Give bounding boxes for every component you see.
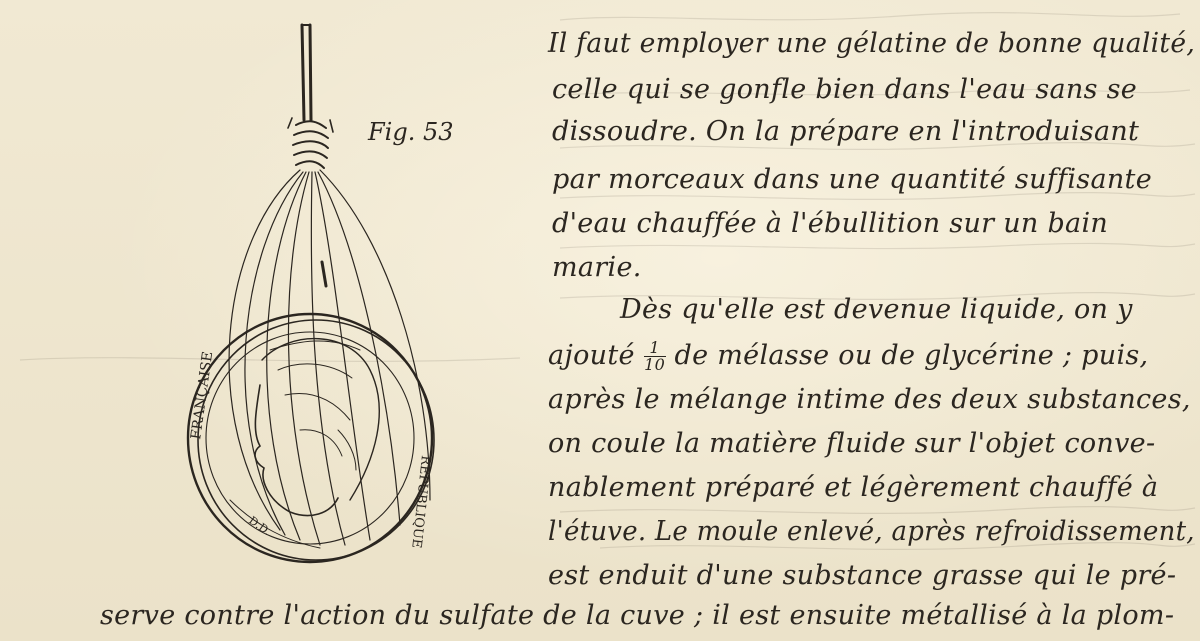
text-line-13: est enduit d'une substance grasse qui le pré- xyxy=(548,560,1177,591)
text-line-7: Dès qu'elle est devenue liquide, on y xyxy=(620,294,1133,325)
coin-on-wire-drawing xyxy=(160,0,470,575)
text-line-1: Il faut employer une gélatine de bonne qualité, xyxy=(548,28,1196,59)
coin-signature: D.D. xyxy=(246,513,274,539)
text-line-10: on coule la matière fluide sur l'objet conve- xyxy=(548,428,1156,459)
fraction-denominator: 10 xyxy=(644,355,666,374)
text-line-14: serve contre l'action du sulfate de la cuve ; il est ensuite métallisé à la plom- xyxy=(100,600,1175,631)
text-line-4: par morceaux dans une quantité suffisante xyxy=(552,164,1152,195)
text-line-3: dissoudre. On la prépare en l'introduisant xyxy=(552,116,1140,147)
fraction-one-tenth xyxy=(644,338,666,374)
text-line-9: après le mélange intime des deux substances, xyxy=(548,384,1191,415)
text-line-5: d'eau chauffée à l'ébullition sur un bain xyxy=(552,208,1109,239)
coin-inscription-left: FRANÇAISE xyxy=(188,350,217,441)
text-line-8-prefix: ajouté xyxy=(548,340,635,371)
coin-inscription-right: REPUBLIQUE xyxy=(408,454,433,549)
text-line-8 xyxy=(548,340,1148,372)
figure-label: Fig. 53 xyxy=(368,118,454,146)
text-line-6: marie. xyxy=(552,252,642,283)
text-line-2: celle qui se gonfle bien dans l'eau sans se xyxy=(552,74,1138,105)
fraction-numerator: 1 xyxy=(649,338,660,357)
text-line-8-rest: de mélasse ou de glycérine ; puis, xyxy=(674,340,1149,371)
text-line-11: nablement préparé et légèrement chauffé à xyxy=(548,472,1159,503)
figure-53-illustration xyxy=(160,0,470,575)
text-line-12: l'étuve. Le moule enlevé, après refroidissement, xyxy=(548,516,1195,547)
